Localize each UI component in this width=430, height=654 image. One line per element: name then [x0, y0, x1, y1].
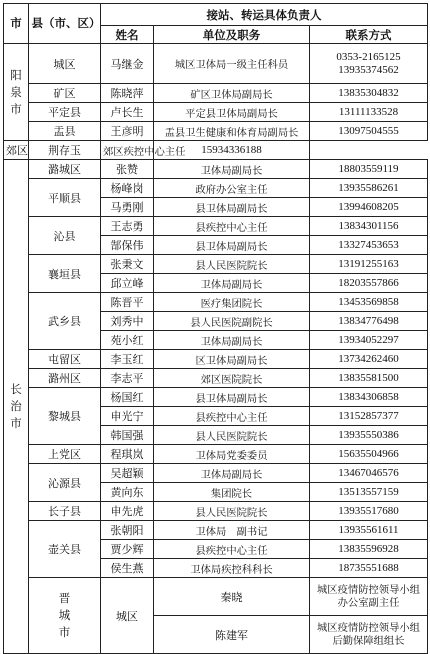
phone-number: 13513557159	[338, 486, 399, 498]
name-cell: 杨峰岗	[101, 179, 154, 198]
contact-cell	[310, 103, 428, 122]
name-cell: 张赞	[101, 160, 154, 179]
contact-cell	[310, 521, 428, 540]
table-row	[4, 350, 428, 369]
phone-number: 13834301156	[338, 220, 399, 232]
phone-number: 13994608205	[338, 201, 399, 213]
county-cell: 黎城县	[29, 388, 101, 445]
contact-roster-table	[3, 3, 428, 654]
phone-number: 13935586261	[338, 182, 399, 194]
header-city: 市	[4, 4, 29, 44]
table-row	[4, 84, 428, 103]
name-cell: 郜保伟	[101, 236, 154, 255]
county-cell: 长子县	[29, 502, 101, 521]
phone-number: 13834306858	[338, 391, 399, 403]
name-cell: 陈建军	[154, 616, 310, 654]
table-row	[4, 293, 428, 312]
table-row	[4, 464, 428, 483]
contact-cell	[310, 236, 428, 255]
contact-cell	[310, 407, 428, 426]
contact-cell	[310, 160, 428, 179]
name-cell: 王志勇	[101, 217, 154, 236]
county-cell: 上党区	[29, 445, 101, 464]
header-contact: 联系方式	[310, 26, 428, 44]
name-cell: 李玉红	[101, 350, 154, 369]
county-cell: 城区	[101, 578, 154, 654]
name-cell: 荆存玉	[29, 141, 101, 160]
unit-cell: 县人民医院院长	[154, 426, 310, 445]
header-row-1	[4, 4, 428, 26]
phone-number: 13453569858	[338, 296, 399, 308]
phone-number: 13097504555	[338, 125, 399, 137]
phone-number: 15635504966	[338, 448, 399, 460]
name-cell: 王彦明	[101, 122, 154, 141]
county-cell: 郊区	[4, 141, 29, 160]
unit-cell: 城区卫体局一级主任科员	[154, 44, 310, 84]
name-cell: 侯生燕	[101, 559, 154, 578]
county-cell: 壶关县	[29, 521, 101, 578]
header-group: 接站、转运具体负责人	[101, 4, 428, 26]
city-label: 晋城市	[58, 591, 71, 639]
phone-number: 13191255163	[338, 258, 399, 270]
unit-cell: 县人民医院院长	[154, 502, 310, 521]
contact-cell	[310, 122, 428, 141]
county-cell: 武乡县	[29, 293, 101, 350]
contact-cell	[310, 540, 428, 559]
table-row	[4, 369, 428, 388]
contact-cell	[310, 44, 428, 84]
name-cell: 张秉文	[101, 255, 154, 274]
table-row	[4, 141, 428, 160]
table-row	[4, 122, 428, 141]
phone-number: 13327453653	[338, 239, 399, 251]
contact-cell	[310, 388, 428, 407]
county-cell: 潞州区	[29, 369, 101, 388]
name-cell: 贾少辉	[101, 540, 154, 559]
phone-number: 13152857377	[338, 410, 399, 422]
phone-number: 18203557866	[338, 277, 399, 289]
unit-cell: 卫体局副局长	[154, 331, 310, 350]
city-cell	[29, 578, 101, 654]
name-cell: 苑小红	[101, 331, 154, 350]
unit-cell: 政府办公室主任	[154, 179, 310, 198]
unit-cell: 矿区卫体局副局长	[154, 84, 310, 103]
county-cell: 盂县	[29, 122, 101, 141]
phone-number: 13835304832	[338, 87, 399, 99]
city-cell	[4, 160, 29, 654]
name-cell: 黄向东	[101, 483, 154, 502]
unit-cell: 县卫体局副局长	[154, 388, 310, 407]
table-row	[4, 160, 428, 179]
table-row	[4, 445, 428, 464]
unit-cell: 医疗集团院长	[154, 293, 310, 312]
phone-number: 13935550386	[338, 429, 399, 441]
county-cell: 屯留区	[29, 350, 101, 369]
unit-cell: 郊区疾控中心主任	[101, 141, 154, 160]
unit-cell: 县疾控中心主任	[154, 540, 310, 559]
name-cell: 申光宁	[101, 407, 154, 426]
contact-cell	[310, 274, 428, 293]
county-cell: 襄垣县	[29, 255, 101, 293]
unit-cell: 平定县卫体局副局长	[154, 103, 310, 122]
phone-number: 18735551688	[338, 562, 399, 574]
unit-cell: 城区疫情防控领导小组办公室副主任	[310, 578, 428, 616]
phone-number: 13934052297	[338, 334, 399, 346]
phone-number: 13111133528	[338, 106, 399, 118]
name-cell: 韩国强	[101, 426, 154, 445]
contact-cell	[310, 502, 428, 521]
phone-number: 13935561611	[338, 524, 399, 536]
table-row	[4, 217, 428, 236]
name-cell: 申先虎	[101, 502, 154, 521]
unit-cell: 卫体局疾控科科长	[154, 559, 310, 578]
contact-cell	[310, 369, 428, 388]
name-cell: 刘秀中	[101, 312, 154, 331]
name-cell: 邱立峰	[101, 274, 154, 293]
city-label: 阳泉市	[10, 67, 22, 116]
unit-cell: 卫体局 副书记	[154, 521, 310, 540]
contact-cell	[310, 331, 428, 350]
contact-cell	[310, 217, 428, 236]
phone-number: 18803559119	[338, 163, 399, 175]
name-cell: 陈晓萍	[101, 84, 154, 103]
contact-cell	[310, 350, 428, 369]
phone-number: 13467046576	[338, 467, 399, 479]
unit-cell: 县卫体局副局长	[154, 236, 310, 255]
table-row	[4, 521, 428, 540]
name-cell: 张朝阳	[101, 521, 154, 540]
contact-cell	[310, 255, 428, 274]
table-row	[4, 255, 428, 274]
table-row	[4, 44, 428, 84]
contact-cell	[310, 293, 428, 312]
name-cell: 卢长生	[101, 103, 154, 122]
name-cell: 吴超颖	[101, 464, 154, 483]
contact-cell	[310, 312, 428, 331]
unit-cell: 卫体局副局长	[154, 160, 310, 179]
unit-cell: 卫体局党委委员	[154, 445, 310, 464]
county-cell: 沁源县	[29, 464, 101, 502]
unit-cell: 卫体局副局长	[154, 464, 310, 483]
city-cell	[4, 44, 29, 141]
county-cell: 平定县	[29, 103, 101, 122]
name-cell: 马勇刚	[101, 198, 154, 217]
contact-cell	[310, 84, 428, 103]
table-row	[4, 388, 428, 407]
name-cell: 马继金	[101, 44, 154, 84]
phone-number: 13734262460	[338, 353, 399, 365]
county-cell: 平顺县	[29, 179, 101, 217]
unit-cell: 郊区医院院长	[154, 369, 310, 388]
header-county-label: 县（市、区）	[31, 16, 101, 30]
phone-number: 13835581500	[338, 372, 399, 384]
unit-cell: 城区疫情防控领导小组后勤保障组组长	[310, 616, 428, 654]
county-cell: 沁县	[29, 217, 101, 255]
header-county	[29, 4, 101, 44]
name-cell: 程琪岚	[101, 445, 154, 464]
county-cell: 矿区	[29, 84, 101, 103]
contact-cell	[310, 559, 428, 578]
phone-number: 13935374562	[338, 63, 399, 76]
contact-cell	[310, 179, 428, 198]
city-label: 长治市	[10, 382, 22, 430]
contact-cell	[310, 198, 428, 217]
contact-cell	[310, 445, 428, 464]
table-row	[4, 578, 428, 616]
unit-cell: 集团院长	[154, 483, 310, 502]
table-row	[4, 103, 428, 122]
county-cell: 潞城区	[29, 160, 101, 179]
phone-number: 13935517680	[338, 505, 399, 517]
phone-number: 0353-2165125	[336, 50, 401, 63]
phone-number: 13834776498	[338, 315, 399, 327]
unit-cell: 盂县卫生健康和体育局副局长	[154, 122, 310, 141]
table-row	[4, 179, 428, 198]
unit-cell: 县人民医院副院长	[154, 312, 310, 331]
name-cell: 李志平	[101, 369, 154, 388]
unit-cell: 县疾控中心主任	[154, 217, 310, 236]
roster-body	[4, 44, 428, 654]
contact-cell	[310, 483, 428, 502]
contact-cell	[310, 426, 428, 445]
contact-cell	[310, 464, 428, 483]
unit-cell: 县疾控中心主任	[154, 407, 310, 426]
unit-cell: 卫体局副局长	[154, 274, 310, 293]
unit-cell: 县人民医院院长	[154, 255, 310, 274]
name-cell: 秦晓	[154, 578, 310, 616]
name-cell: 杨国红	[101, 388, 154, 407]
header-unit: 单位及职务	[154, 26, 310, 44]
unit-cell: 县卫体局副局长	[154, 198, 310, 217]
name-cell: 陈晋平	[101, 293, 154, 312]
county-cell: 城区	[29, 44, 101, 84]
phone-number: 13835596928	[338, 543, 399, 555]
table-row	[4, 502, 428, 521]
unit-cell: 区卫体局副局长	[154, 350, 310, 369]
phone-number: 15934336188	[201, 144, 262, 156]
header-name: 姓名	[101, 26, 154, 44]
